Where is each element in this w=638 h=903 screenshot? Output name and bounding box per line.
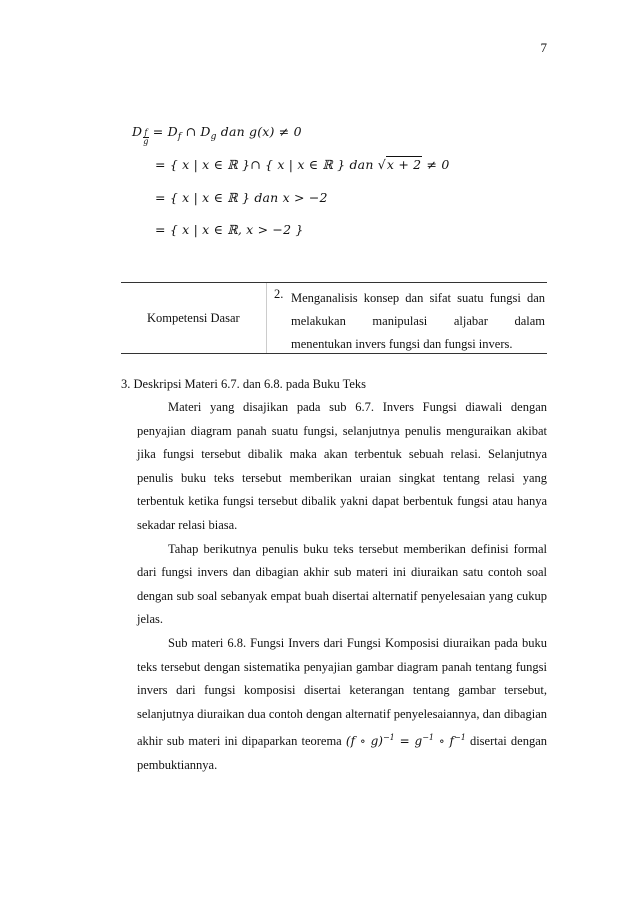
paragraph-3-text: Sub materi 6.8. Fungsi Invers dari Fungsi Komposisi diuraikan pada buku teks tersebut dengan sistematika penyajian gambar diagram panah tentang fungsi invers dari fungsi komposisi disertai keterangan tentang gambar tersebut, selanjutnya diuraikan dua contoh dengan alternatif penyelesaiannya, dan dibagian akhir sub materi ini dipaparkan teorema <box>137 635 547 749</box>
fraction-denominator: g <box>143 137 149 146</box>
theorem-lhs: (f ∘ g) <box>345 734 383 749</box>
table-divider <box>266 283 267 353</box>
math-subscript-f: f <box>177 132 182 142</box>
theorem-mid: = g <box>394 734 423 749</box>
competency-label: Kompetensi Dasar <box>147 311 240 325</box>
theorem-exponent: −1 <box>454 733 466 743</box>
page-number: 7 <box>540 40 547 55</box>
math-symbol: D <box>132 124 143 139</box>
math-text: = D <box>148 124 178 139</box>
math-domain-line-1 <box>132 124 302 146</box>
math-subscript-g: g <box>210 132 217 142</box>
competency-description <box>291 287 545 356</box>
sqrt-argument: x + 2 <box>386 157 422 172</box>
math-domain-line-2 <box>155 157 450 172</box>
competency-table <box>121 282 547 354</box>
competency-number: 2. <box>274 287 284 301</box>
math-text: ∩ D <box>181 124 211 139</box>
section-heading: 3. Deskripsi Materi 6.7. dan 6.8. pada Buku Teks <box>121 377 367 391</box>
math-domain-line-3: = { x | x ∈ ℝ } dan x > −2 <box>155 190 328 205</box>
competency-line-3: menentukan invers fungsi dan fungsi invers. <box>291 337 513 351</box>
theorem-formula <box>346 734 466 748</box>
theorem-exponent: −1 <box>422 733 434 743</box>
competency-line-1: Menganalisis konsep dan sifat suatu fungsi dan <box>291 291 545 305</box>
section-body <box>137 396 547 778</box>
theorem-mid: ∘ f <box>433 734 454 749</box>
competency-line-2: melakukan manipulasi aljabar dalam <box>291 314 545 328</box>
paragraph-1: Materi yang disajikan pada sub 6.7. Invers Fungsi diawali dengan penyajian diagram panah suatu fungsi, selanjutnya penulis menguraikan akibat jika fungsi tersebut dibalik maka akan terbentuk sebuah relasi. Selanjutnya penulis buku teks tersebut memberikan uraian singkat tentang relasi yang terbentuk ketika fungsi tersebut dibalik yakni dapat berbentuk fungsi atau hanya sekadar relasi biasa. <box>137 400 547 532</box>
math-text: ≠ 0 <box>422 157 450 172</box>
paragraph-3-tail: disertai dengan pembuktiannya. <box>137 734 547 772</box>
math-text: dan g(x) ≠ 0 <box>216 124 302 139</box>
math-domain-line-4: = { x | x ∈ ℝ, x > −2 } <box>155 222 304 237</box>
theorem-exponent: −1 <box>382 733 395 743</box>
paragraph-3 <box>137 632 547 778</box>
fraction-numerator: f <box>144 128 148 137</box>
paragraph-2: Tahap berikutnya penulis buku teks tersebut memberikan definisi formal dari fungsi invers dan dibagian akhir sub materi ini diuraikan satu contoh soal dengan sub soal sebanyak empat buah disertai alternatif penyelesaian yang cukup jelas. <box>137 541 547 627</box>
math-text: = { x | x ∈ ℝ }∩ { x | x ∈ ℝ } dan √ <box>155 157 386 172</box>
